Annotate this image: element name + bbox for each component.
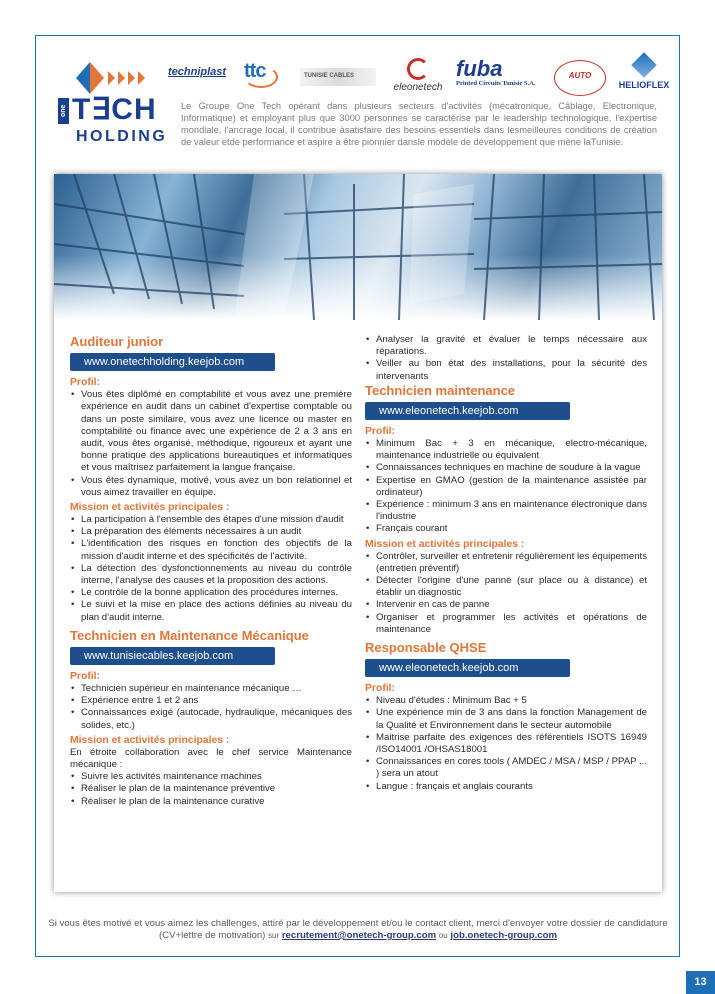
ttc-logo: ttc — [244, 60, 282, 86]
email-link[interactable]: recrutement@onetech-group.com — [281, 930, 437, 941]
fuba-logo-text: fuba — [456, 56, 503, 81]
list-item: • Réaliser le plan de la maintenance curative — [70, 796, 352, 808]
mission-list-continued — [365, 334, 647, 383]
section-label-mission: Mission et activités principales : — [70, 502, 230, 514]
list-item: • Français courant — [365, 523, 647, 535]
section-label-mission: Mission et activités principales : — [365, 538, 525, 550]
brand-tech: T∃CH — [72, 93, 157, 126]
section-label-mission: Mission et activités principales : — [70, 734, 230, 746]
list-item: • Expérience : minimum 3 ans en maintenance électronique dans l'industrie — [365, 499, 647, 523]
profil-list-responsable-qhse — [365, 695, 647, 793]
page-frame — [35, 35, 680, 957]
job-offers-card — [54, 174, 662, 892]
list-item: • Le suivi et la mise en place des actions définies au niveau du plan d'audit interne. — [70, 599, 352, 623]
mission-list-maintenance-mecanique — [70, 771, 352, 808]
list-item: • Langue : français et anglais courants — [365, 781, 647, 793]
jobs-site-link[interactable]: job.onetech-group.com — [450, 930, 558, 941]
job-title-technicien-maintenance: Technicien maintenance — [365, 382, 516, 398]
list-item: • Expérience entre 1 et 2 ans — [70, 695, 352, 707]
job-title-maintenance-mecanique: Technicien en Maintenance Mécanique — [70, 627, 309, 643]
tunisie-cables-logo: TUNISIE CABLES — [300, 68, 376, 86]
section-label-profil: Profil: — [70, 377, 101, 389]
list-item: • Une expérience min de 3 ans dans la fonction Management de la Qualité et Environnement dans le secteur automobile — [365, 707, 647, 731]
list-item: • Connaissances techniques en machine de soudure à la vague — [365, 462, 647, 474]
fuba-logo-subtitle: Printed Circuits Tunisie S.A. — [456, 80, 536, 87]
eleonetech-logo — [388, 58, 448, 98]
helioflex-mark-icon — [631, 52, 656, 77]
list-item: • Technicien supérieur en maintenance mécanique … — [70, 683, 352, 695]
list-item: • Réaliser le plan de la maintenance préventive — [70, 783, 352, 795]
application-footer — [42, 918, 674, 942]
list-item: • Détecter l'origine d'une panne (sur place ou à distance) et établir un diagnostic — [365, 575, 647, 599]
list-item: • Veiller au bon état des installations, pour la sécurité des intervenants — [365, 358, 647, 382]
footer-sur: sur — [268, 931, 280, 940]
list-item: • Suivre les activités maintenance machines — [70, 771, 352, 783]
eleonetech-ring-icon — [407, 58, 429, 80]
mission-list-auditeur — [70, 514, 352, 624]
list-item: • L'identification des risques en fonction des objectifs de la mission d'audit interne et des spécificités de l'activité. — [70, 538, 352, 562]
brand-holding: HOLDING — [76, 128, 168, 145]
eleonetech-logo-text: eleonetech — [393, 82, 443, 93]
list-item: • Connaissances en cores tools ( AMDEC / MSA / MSP / PPAP ... ) sera un atout — [365, 756, 647, 780]
list-item: • Contrôler, surveiller et entretenir régulièrement les équipements (entretien préventif) — [365, 551, 647, 575]
section-label-profil: Profil: — [365, 426, 396, 438]
list-item: • Analyser la gravité et évaluer le temps nécessaire aux réparations. — [365, 334, 647, 358]
profil-list-auditeur — [70, 389, 352, 499]
glass-facade-graphic — [54, 174, 662, 320]
mission-intro-text: En étroite collaboration avec le chef service Maintenance mécanique : — [70, 746, 352, 771]
techniplast-logo: techniplast — [168, 66, 227, 78]
building-photo — [54, 174, 662, 320]
list-item: • Intervenir en cas de panne — [365, 599, 647, 611]
helioflex-logo-text: HELIOFLEX — [618, 80, 670, 90]
list-item: • Le contrôle de la bonne application des procédures internes. — [70, 587, 352, 599]
list-item: • Connaissances exigé (autocade, hydraulique, mécaniques des solides, etc.) — [70, 707, 352, 731]
url-link-responsable-qhse[interactable]: www.eleonetech.keejob.com — [365, 659, 570, 677]
brand-one: one — [58, 98, 69, 124]
page-number: 13 — [686, 971, 715, 994]
list-item: • Organiser et programmer les activités et opérations de maintenance — [365, 612, 647, 636]
left-column — [70, 334, 352, 808]
footer-line-2 — [42, 930, 674, 942]
list-item: • La préparation des éléments nécessaires à un audit — [70, 526, 352, 538]
onetech-holding-logo — [58, 93, 170, 148]
url-link-technicien-maintenance[interactable]: www.eleonetech.keejob.com — [365, 402, 570, 420]
auto-logo: AUTO — [554, 60, 606, 96]
job-title-auditeur: Auditeur junior — [70, 334, 164, 349]
list-item: • Vous êtes dynamique, motivé, vous avez un bon relationnel et vous aimez travailler en équipe. — [70, 475, 352, 499]
profil-list-technicien-maintenance — [365, 438, 647, 536]
right-column — [365, 334, 647, 793]
group-intro-text: Le Groupe One Tech opérant dans plusieurs secteurs d'activités (mécatronique, Câblage, Electronique, Informatique) et employant plus que 3000 personnes se caractérise par le leadership technologique, l'expertise mondiale, l'ancrage local, il contribue àsatisfaire des besoins essentiels dans lesmeilleures conditions de création de valeur etde performance et aspire à être pionnier dansle modèle de développement que mène laTunisie. — [181, 101, 657, 147]
section-label-profil: Profil: — [70, 671, 101, 683]
list-item: • La détection des dysfonctionnements au niveau du contrôle interne, l'analyse des causes et la proposition des actions. — [70, 563, 352, 587]
list-item: • La participation à l'ensemble des étapes d'une mission d'audit — [70, 514, 352, 526]
profil-list-maintenance-mecanique — [70, 683, 352, 732]
footer-line-1: Si vous êtes motivé et vous aimez les challenges, attiré par le développement et/ou le contact client, merci d'envoyer votre dossier de candidature — [48, 918, 668, 929]
list-item: • Niveau d'études : Minimum Bac + 5 — [365, 695, 647, 707]
footer-ou: ou — [438, 931, 448, 940]
url-link-maintenance-mecanique[interactable]: www.tunisiecables.keejob.com — [70, 647, 275, 665]
list-item: • Vous êtes diplômé en comptabilité et vous avez une première expérience en audit dans un cabinet d'expertise comptable ou dans un poste similaire, vous avez une licence ou master en comptabilité ou finance avec une expérience de 2 a 3 ans en audit, vous êtes organisé, méthodique, rigoureux et ayant une bonne pratique des applications bureautiques et informatiques et vous maîtrisez parfaitement la langue française. — [70, 389, 352, 474]
fuba-logo — [456, 58, 548, 98]
list-item: • Minimum Bac + 3 en mécanique, electro-mécanique, maintenance industrielle ou équivalent — [365, 438, 647, 462]
helioflex-logo — [616, 56, 672, 100]
list-item: • Maitrise parfaite des exigences des référentiels ISOTS 16949 /ISO14001 /OHSAS18001 — [365, 732, 647, 756]
url-link-auditeur[interactable]: www.onetechholding.keejob.com — [70, 353, 275, 371]
footer-cv-note: (CV+lettre de motivation) — [158, 930, 266, 941]
job-title-responsable-qhse: Responsable QHSE — [365, 640, 487, 656]
mission-list-technicien-maintenance — [365, 551, 647, 636]
section-label-profil: Profil: — [365, 683, 396, 695]
list-item: • Expertise en GMAO (gestion de la maintenance assistée par ordinateur) — [365, 475, 647, 499]
